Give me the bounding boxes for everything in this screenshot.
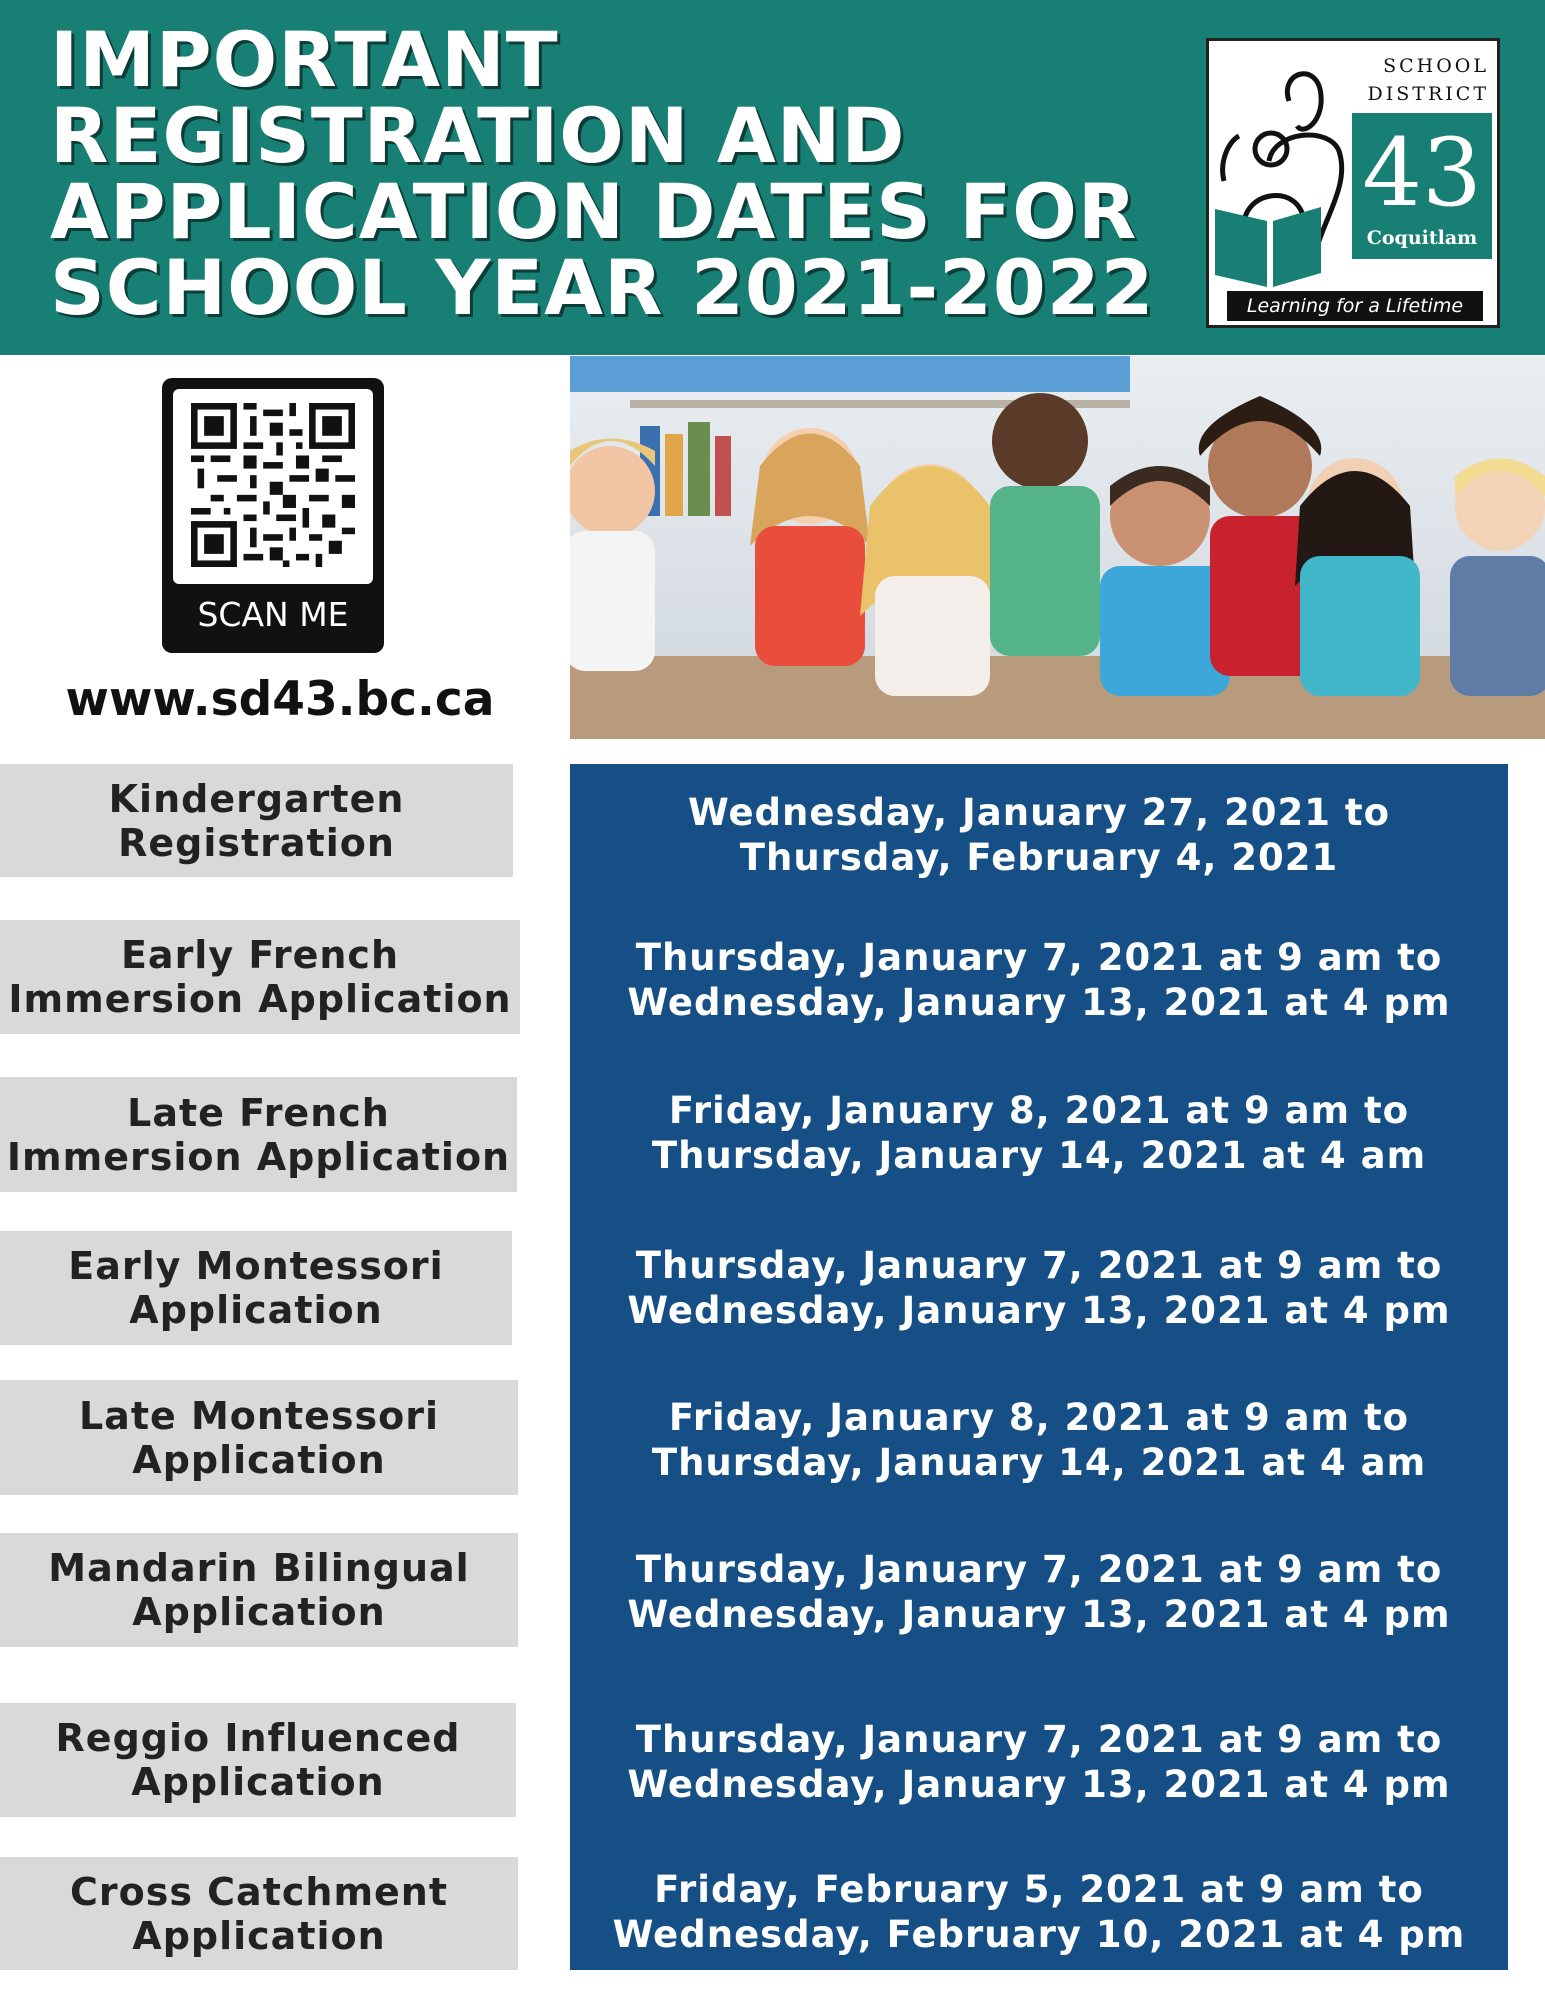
row-dates-cross-catchment xyxy=(570,1867,1508,1957)
school-district-logo xyxy=(1206,38,1500,328)
row-label-early-french xyxy=(0,920,520,1034)
date-line: Wednesday, February 10, 2021 at 4 pm xyxy=(612,1913,1466,1956)
date-line: Wednesday, January 13, 2021 at 4 pm xyxy=(627,1763,1451,1806)
date-line: Wednesday, January 27, 2021 to xyxy=(687,791,1391,834)
date-line: Friday, January 8, 2021 at 9 am to xyxy=(668,1089,1410,1132)
logo-number-box xyxy=(1352,113,1492,259)
label-line: Reggio Influenced xyxy=(55,1716,461,1760)
row-label-mandarin xyxy=(0,1533,518,1647)
label-line: Early French xyxy=(120,933,400,977)
date-line: Thursday, January 7, 2021 at 9 am to xyxy=(635,1244,1443,1287)
row-dates-early-montessori xyxy=(570,1243,1508,1333)
date-line: Thursday, January 14, 2021 at 4 am xyxy=(651,1134,1427,1177)
label-line: Registration xyxy=(118,820,395,865)
row-label-kindergarten xyxy=(0,764,513,877)
logo-city: Coquitlam xyxy=(1366,227,1478,249)
logo-number: 43 xyxy=(1362,119,1482,228)
date-line: Friday, February 5, 2021 at 9 am to xyxy=(654,1868,1424,1911)
row-dates-kindergarten xyxy=(570,790,1508,880)
label-line: Application xyxy=(129,1288,383,1332)
children-photo xyxy=(570,356,1545,739)
title-line: REGISTRATION AND xyxy=(50,91,906,180)
row-label-cross-catchment xyxy=(0,1857,518,1970)
label-line: Early Montessori xyxy=(68,1244,444,1288)
row-dates-late-montessori xyxy=(570,1395,1508,1485)
date-line: Thursday, January 7, 2021 at 9 am to xyxy=(635,1718,1443,1761)
date-line: Wednesday, January 13, 2021 at 4 pm xyxy=(627,1593,1451,1636)
row-dates-mandarin xyxy=(570,1547,1508,1637)
logo-word-school: SCHOOL xyxy=(1383,55,1489,77)
label-line: Cross Catchment xyxy=(69,1869,449,1914)
date-line: Thursday, January 14, 2021 at 4 am xyxy=(651,1441,1427,1484)
website-link[interactable]: www.sd43.bc.ca xyxy=(65,672,495,727)
label-line: Application xyxy=(132,1913,386,1958)
label-line: Mandarin Bilingual xyxy=(48,1546,470,1590)
row-label-late-montessori xyxy=(0,1380,518,1495)
logo-word-district: DISTRICT xyxy=(1367,83,1489,105)
qr-icon xyxy=(191,403,355,567)
label-line: Application xyxy=(131,1760,385,1804)
row-dates-late-french xyxy=(570,1088,1508,1178)
qr-code-pattern xyxy=(173,389,373,584)
label-line: Application xyxy=(132,1437,386,1482)
date-line: Thursday, January 7, 2021 at 9 am to xyxy=(635,1548,1443,1591)
date-line: Wednesday, January 13, 2021 at 4 pm xyxy=(627,1289,1451,1332)
row-dates-early-french xyxy=(570,935,1508,1025)
date-line: Friday, January 8, 2021 at 9 am to xyxy=(668,1396,1410,1439)
logo-tagline: Learning for a Lifetime xyxy=(1227,291,1483,321)
page-title xyxy=(50,15,1170,332)
header-banner xyxy=(0,0,1545,355)
label-line: Immersion Application xyxy=(6,1134,511,1179)
label-line: Immersion Application xyxy=(8,977,512,1021)
label-line: Application xyxy=(132,1590,386,1634)
children-photo-image xyxy=(570,356,1545,739)
qr-label: SCAN ME xyxy=(197,595,349,634)
date-line: Thursday, January 7, 2021 at 9 am to xyxy=(635,936,1443,979)
date-line: Wednesday, January 13, 2021 at 4 pm xyxy=(627,981,1451,1024)
title-line: APPLICATION DATES FOR xyxy=(50,167,1138,256)
label-line: Late French xyxy=(127,1090,390,1135)
label-line: Late Montessori xyxy=(78,1393,440,1438)
row-label-late-french xyxy=(0,1077,517,1192)
label-line: Kindergarten xyxy=(108,776,405,821)
row-dates-reggio xyxy=(570,1717,1508,1807)
title-line: SCHOOL YEAR 2021-2022 xyxy=(50,243,1155,332)
row-label-early-montessori xyxy=(0,1231,512,1345)
row-label-reggio xyxy=(0,1703,516,1817)
qr-code[interactable] xyxy=(162,378,384,653)
title-line: IMPORTANT xyxy=(50,15,559,104)
date-line: Thursday, February 4, 2021 xyxy=(739,836,1339,879)
